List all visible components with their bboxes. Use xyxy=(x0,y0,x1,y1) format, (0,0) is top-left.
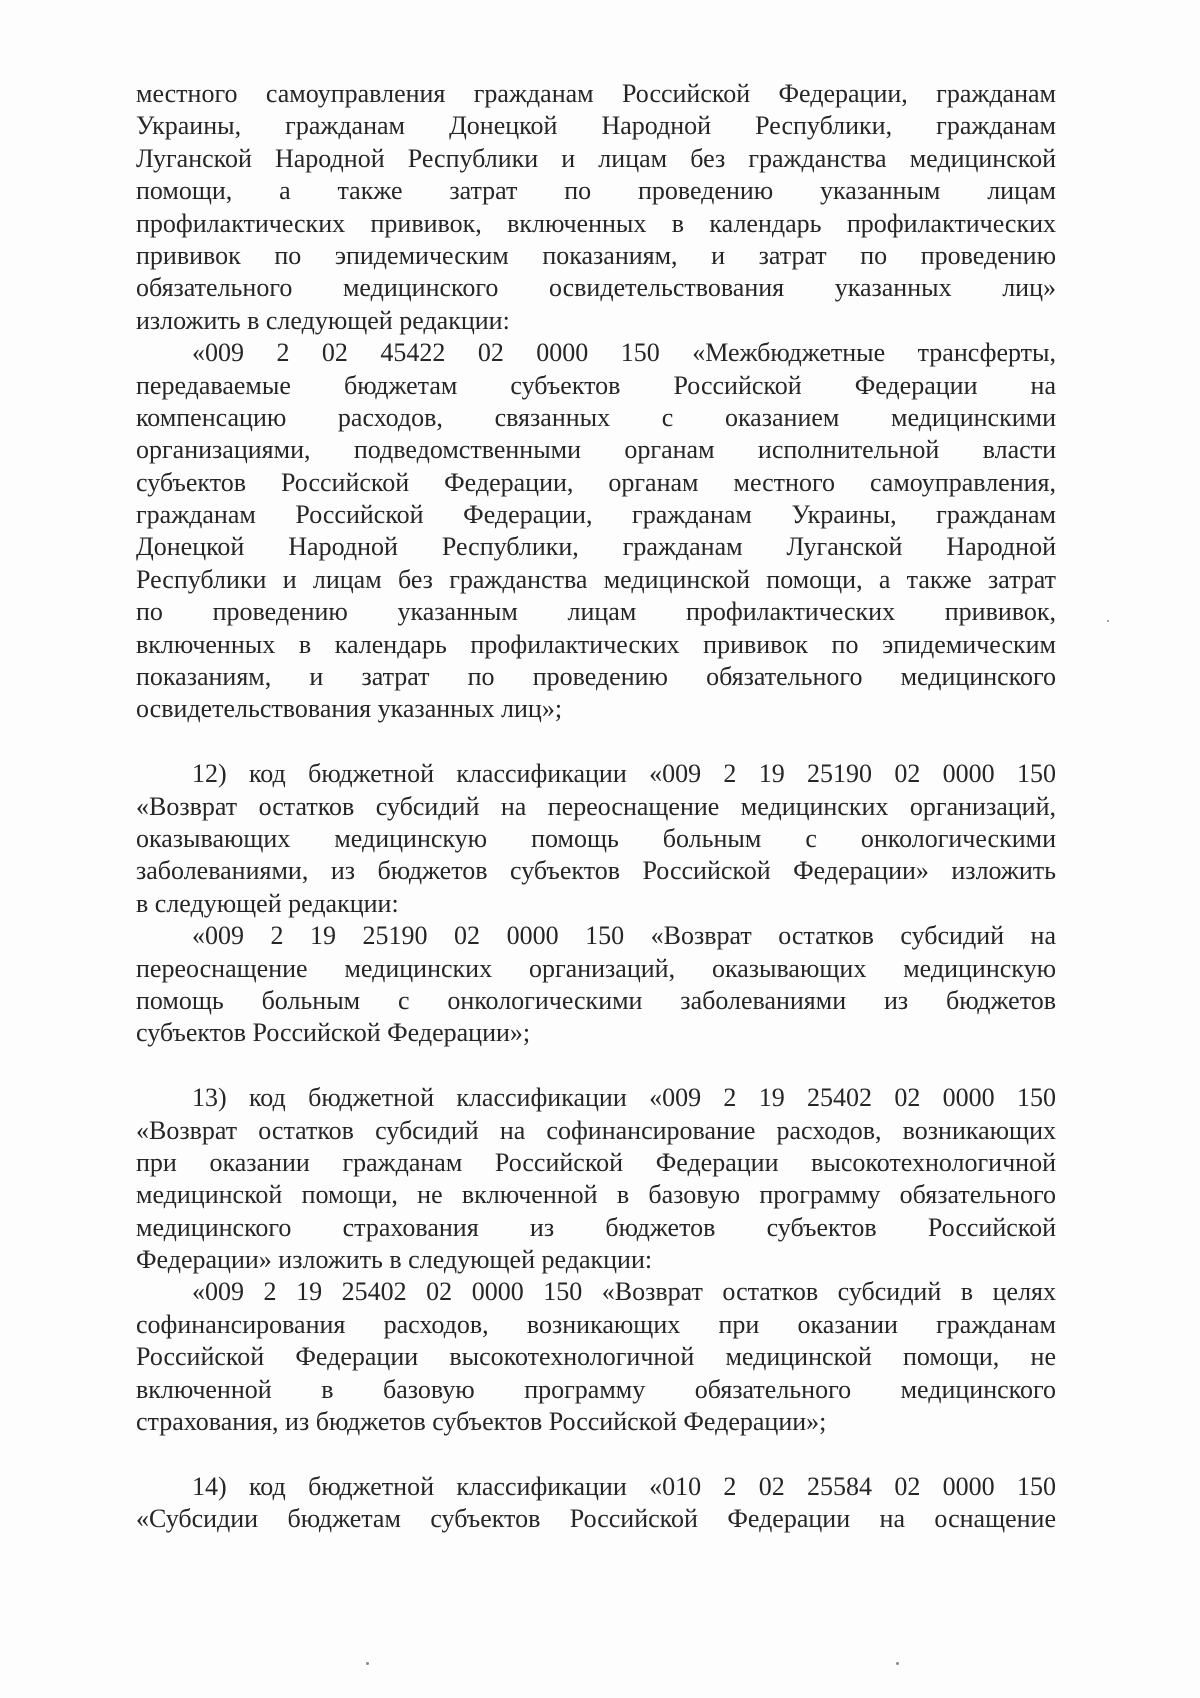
text-line: 12) код бюджетной классификации «009 2 19 25190 02 0000 150 xyxy=(192,759,1056,789)
text-line: Украины, гражданам Донецкой Народной Республики, гражданам xyxy=(136,111,1056,141)
text-line: Российской Федерации высокотехнологичной медицинской помощи, не xyxy=(136,1342,1056,1372)
scan-speck xyxy=(1107,620,1109,622)
paragraph-spacer xyxy=(136,1438,1056,1470)
paragraph-spacer xyxy=(136,726,1056,758)
text-line: субъектов Российской Федерации»; xyxy=(136,1018,531,1048)
text-line: в следующей редакции: xyxy=(136,888,399,918)
scan-speck xyxy=(366,1662,369,1665)
text-line: освидетельствования указанных лиц»; xyxy=(136,694,563,724)
text-line: местного самоуправления гражданам Российской Федерации, гражданам xyxy=(136,79,1056,108)
text-line: передаваемые бюджетам субъектов Российской Федерации на xyxy=(136,370,1056,400)
text-line: Федерации» изложить в следующей редакции: xyxy=(136,1245,653,1275)
text-line: изложить в следующей редакции: xyxy=(136,305,510,335)
text-line: «009 2 19 25190 02 0000 150 «Возврат остатков субсидий на xyxy=(192,921,1056,951)
text-line: помощь больным с онкологическими заболеваниями из бюджетов xyxy=(136,985,1056,1015)
document-body xyxy=(136,78,1056,1536)
text-line: включенной в базовую программу обязательного медицинского xyxy=(136,1374,1056,1404)
text-line: обязательного медицинского освидетельствования указанных лиц» xyxy=(136,273,1056,303)
text-line: медицинского страхования из бюджетов субъектов Российской xyxy=(136,1212,1056,1242)
scan-speck xyxy=(896,1662,899,1665)
text-line: «Возврат остатков субсидий на софинансирование расходов, возникающих xyxy=(136,1115,1056,1145)
text-line: Луганской Народной Республики и лицам без гражданства медицинской xyxy=(136,143,1056,173)
text-line: «Субсидии бюджетам субъектов Российской Федерации на оснащение xyxy=(136,1504,1056,1534)
text-line: показаниям, и затрат по проведению обязательного медицинского xyxy=(136,662,1056,692)
text-line: субъектов Российской Федерации, органам местного самоуправления, xyxy=(136,467,1056,497)
text-line: включенных в календарь профилактических прививок по эпидемическим xyxy=(136,629,1056,659)
text-line: компенсацию расходов, связанных с оказанием медицинскими xyxy=(136,402,1056,432)
text-line: помощи, а также затрат по проведению указанным лицам xyxy=(136,176,1056,206)
text-line: 14) код бюджетной классификации «010 2 02 25584 02 0000 150 xyxy=(192,1471,1056,1501)
text-line: «009 2 02 45422 02 0000 150 «Межбюджетные трансферты, xyxy=(192,338,1056,368)
text-line: заболеваниями, из бюджетов субъектов Российской Федерации» изложить xyxy=(136,856,1056,886)
text-line: медицинской помощи, не включенной в базовую программу обязательного xyxy=(136,1180,1056,1210)
text-line: по проведению указанным лицам профилактических прививок, xyxy=(136,597,1056,627)
text-line: организациями, подведомственными органам исполнительной власти xyxy=(136,435,1056,465)
text-line: «009 2 19 25402 02 0000 150 «Возврат остатков субсидий в целях xyxy=(192,1277,1056,1307)
text-line: «Возврат остатков субсидий на переоснащение медицинских организаций, xyxy=(136,791,1056,821)
paragraph-spacer xyxy=(136,1050,1056,1082)
text-line: при оказании гражданам Российской Федерации высокотехнологичной xyxy=(136,1147,1056,1177)
text-line: Республики и лицам без гражданства медицинской помощи, а также затрат xyxy=(136,564,1056,594)
text-line: переоснащение медицинских организаций, оказывающих медицинскую xyxy=(136,953,1056,983)
text-line: страхования, из бюджетов субъектов Российской Федерации»; xyxy=(136,1407,827,1437)
text-line: софинансирования расходов, возникающих при оказании гражданам xyxy=(136,1309,1056,1339)
text-line: прививок по эпидемическим показаниям, и затрат по проведению xyxy=(136,240,1056,270)
text-line: Донецкой Народной Республики, гражданам Луганской Народной xyxy=(136,532,1056,562)
text-line: 13) код бюджетной классификации «009 2 19 25402 02 0000 150 xyxy=(192,1083,1056,1113)
text-line: профилактических прививок, включенных в календарь профилактических xyxy=(136,208,1056,238)
text-line: гражданам Российской Федерации, гражданам Украины, гражданам xyxy=(136,500,1056,530)
text-line: оказывающих медицинскую помощь больным с онкологическими xyxy=(136,823,1056,853)
